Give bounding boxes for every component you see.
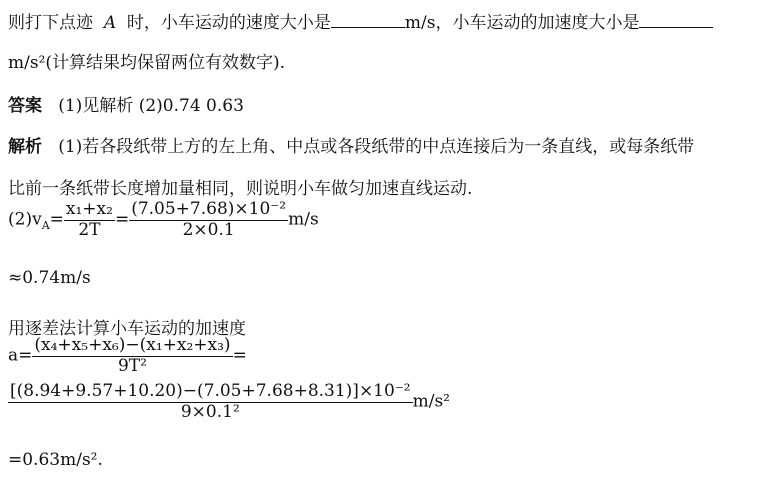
velocity-unit: m/s (288, 209, 319, 230)
acceleration-numeric-num: [(8.94+9.57+10.20)−(7.05+7.68+8.31)]×10⁻² (10, 381, 411, 401)
velocity-fraction-1 (64, 200, 115, 240)
answer-text: (1)见解析 (2)0.74 0.63 (58, 96, 244, 116)
question-line-1 (8, 8, 713, 33)
acceleration-numeric-den: 9×0.1² (180, 401, 240, 422)
q1-text-a: 则打下点迹 (8, 13, 93, 33)
formula-a-suffix: = (232, 345, 247, 366)
velocity-fraction-2-den: 2×0.1 (182, 219, 235, 240)
velocity-approx: ≈0.74m/s (8, 268, 91, 288)
answer-blank-acceleration (639, 13, 713, 28)
velocity-fraction-1-num: x₁+x₂ (65, 199, 113, 219)
acceleration-formula (8, 336, 247, 376)
acceleration-fraction (32, 336, 232, 376)
velocity-fraction-1-den: 2T (78, 219, 101, 240)
answer-label: 答案 (8, 96, 42, 116)
acceleration-numeric (8, 382, 450, 422)
answer-line (8, 91, 244, 116)
acceleration-fraction-num: (x₄+x₅+x₆)−(x₁+x₂+x₃) (34, 335, 231, 355)
formula-v-subscript: A (41, 218, 50, 232)
velocity-fraction-2 (129, 200, 288, 240)
point-label-A: A (103, 13, 117, 33)
analysis-label: 解析 (8, 137, 42, 157)
acceleration-result: =0.63m/s². (8, 450, 103, 470)
velocity-fraction-2-num: (7.05+7.68)×10⁻² (131, 199, 287, 219)
q1-unit-text: m/s，小车运动的加速度大小是 (404, 13, 640, 33)
velocity-formula: $(2)v_A=$ $\frac{\text{x₁+x₂}}{2T}$ = $\frac{\text{(7.05+7.68)×10⁻²}}{2\times 0.1}$ m/s (8, 199, 319, 240)
formula-v-prefix: (2)v (8, 209, 42, 230)
formula-a-prefix: a= (8, 345, 33, 366)
acceleration-fraction-den: 9T² (117, 355, 147, 376)
analysis-text-1: (1)若各段纸带上方的左上角、中点或各段纸带的中点连接后为一条直线，或每条纸带 (58, 137, 695, 157)
analysis-line-2: 比前一条纸带长度增加量相同，则说明小车做匀加速直线运动. (8, 179, 473, 199)
acceleration-unit: m/s² (412, 391, 450, 412)
method-line: 用逐差法计算小车运动的加速度 (8, 319, 246, 339)
answer-blank-velocity (331, 13, 405, 28)
question-line-2: m/s²(计算结果均保留两位有效数字). (8, 53, 286, 73)
acceleration-numeric-fraction (8, 382, 413, 422)
q1-text-b: 时，小车运动的速度大小是 (126, 13, 331, 33)
analysis-line-1 (8, 132, 694, 157)
